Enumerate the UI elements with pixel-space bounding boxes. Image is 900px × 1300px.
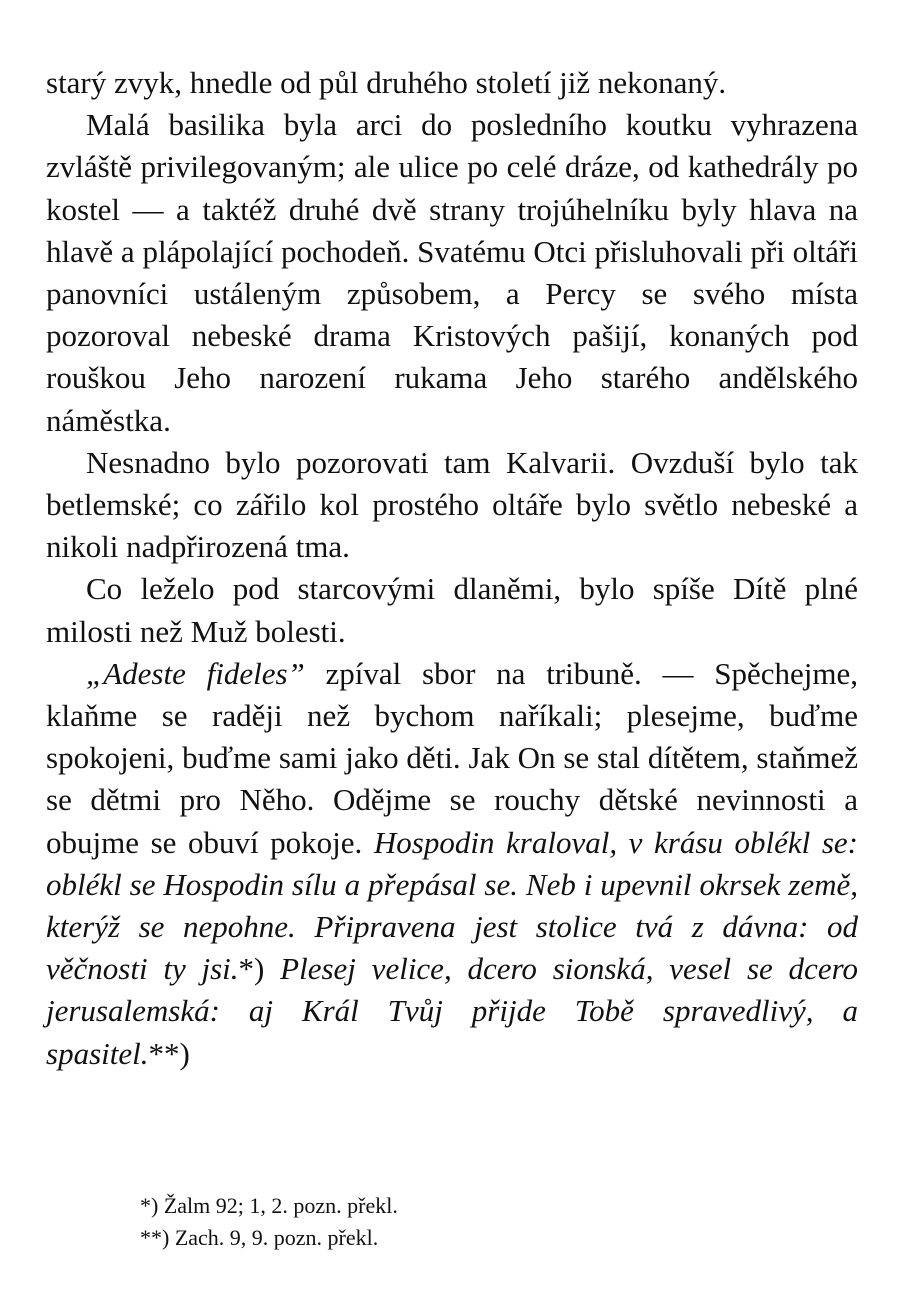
paragraph [46,568,858,652]
text-run: zpíval sbor na tribuně. — Spěchejme, klaňme se raději než bychom naříkali; plesejme, buďme spokojeni, buďme sami jako děti. Jak On se stal dítětem, staňmež se dětmi pro Něho. Odějme se rouchy dětské nevinnosti a obujme se obuví pokoje. [46,655,858,860]
footnote-mark: *) [238,951,281,987]
text-run: starý zvyk, hnedle od půl druhého století již nekonaný. [46,65,727,100]
footnote: **) Zach. 9, 9. pozn. překl. [140,1225,379,1250]
text-run: Nesnadno bylo pozorovati tam Kalvarii. Ovzduší bylo tak betlemské; co zářilo kol prostého oltáře bylo světlo nebeské a nikoli nadpřirozená tma. [46,444,858,565]
paragraph [46,442,858,569]
footnote: *) Žalm 92; 1, 2. pozn. překl. [140,1193,398,1218]
paragraph [46,104,858,442]
paragraph [46,62,858,104]
text-run: Malá basilika byla arci do posledního koutku vyhrazena zvláště privilegovaným; ale ulice po celé dráze, od kathedrály po kostel — a taktéž druhé dvě strany trojúhelníku byly hlava na hlavě a plápolající pochodeň. Svatému Otci přisluhovali při oltáři panovníci ustáleným způsobem, a Percy se svého místa pozoroval nebeské drama Kristových pašijí, konaných pod rouškou Jeho narození rukama Jeho starého andělského náměstka. [46,107,858,438]
footnote-mark: **) [148,1035,190,1071]
paragraph [46,653,858,1075]
body-text [46,62,858,1075]
italic-run: „Adeste fideles” [86,655,305,691]
text-run: Co leželo pod starcovými dlaněmi, bylo spíše Dítě plné milosti než Muž bolesti. [46,571,858,649]
italic-run: Hospodin kraloval, v krásu oblékl se: oblékl se Hospodin sílu a přepásal se. Neb i upevnil okrsek země, kterýž se nepohne. Připravena jest stolice tvá z dávna: od věčnosti ty jsi. [46,824,858,987]
italic-run: Plesej velice, dcero sionská, vesel se dcero jerusalemská: aj Král Tvůj přijde Tobě spravedlivý, a spasitel. [46,951,858,1071]
footnotes [140,1190,840,1254]
